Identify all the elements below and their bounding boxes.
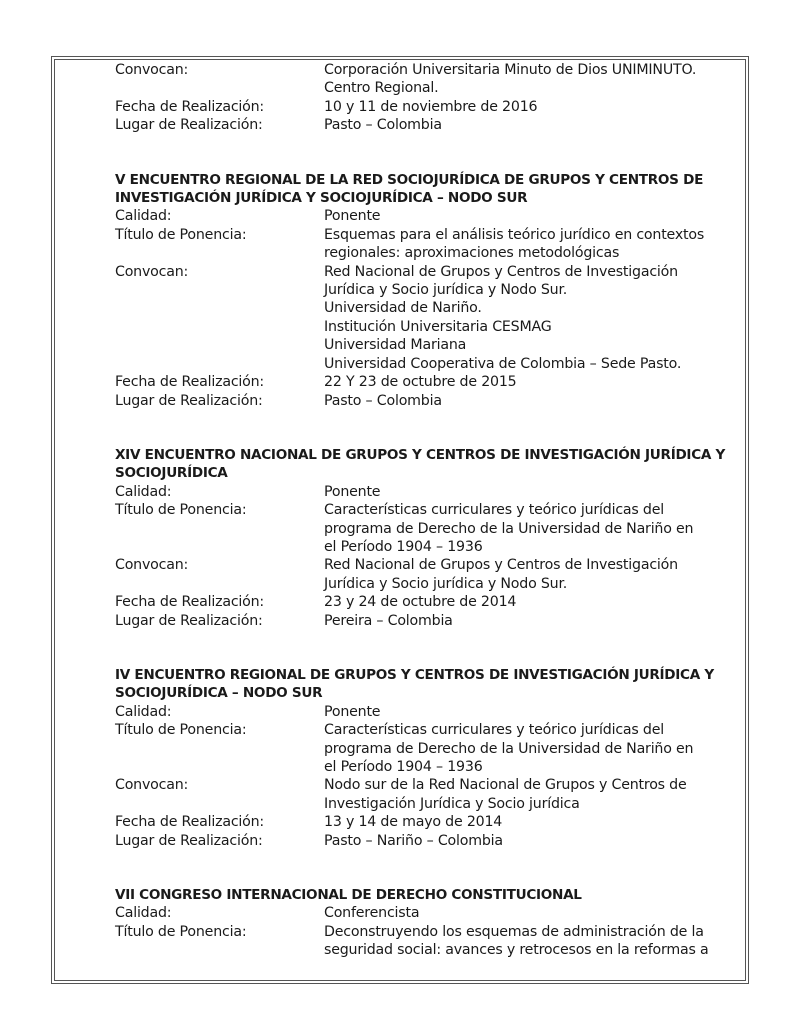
field-value-line: Red Nacional de Grupos y Centros de Investigación: [324, 263, 678, 280]
field-value-line: Ponente: [324, 483, 381, 500]
field-label: Fecha de Realización:: [115, 374, 265, 391]
section-title-line: IV ENCUENTRO REGIONAL DE GRUPOS Y CENTROS DE INVESTIGACIÓN JURÍDICA Y: [115, 666, 714, 683]
field-value: [324, 556, 745, 593]
field-value-line: seguridad social: avances y retrocesos en la reformas a: [324, 942, 709, 959]
field-label: Título de Ponencia:: [115, 226, 247, 243]
field-label: Título de Ponencia:: [115, 502, 247, 519]
field-label: Calidad:: [115, 208, 172, 225]
event-sections: [115, 171, 745, 960]
field-value: [324, 263, 745, 373]
field-value-line: 22 Y 23 de octubre de 2015: [324, 374, 517, 391]
field-value-line: el Período 1904 – 1936: [324, 538, 483, 555]
field-value: [324, 373, 745, 391]
field-value-line: Pasto – Colombia: [324, 392, 442, 409]
field-label: Calidad:: [115, 483, 172, 500]
field-row: [115, 207, 745, 225]
field-value-line: Red Nacional de Grupos y Centros de Investigación: [324, 557, 678, 574]
field-row: [115, 703, 745, 721]
section-title-line: XIV ENCUENTRO NACIONAL DE GRUPOS Y CENTROS DE INVESTIGACIÓN JURÍDICA Y: [115, 446, 726, 463]
top-block: [115, 61, 745, 135]
field-row: [115, 612, 745, 630]
field-row: [115, 593, 745, 611]
field-value: [324, 98, 745, 116]
field-value: [324, 392, 745, 410]
field-value-line: Centro Regional.: [324, 80, 439, 97]
field-value-line: Pasto – Colombia: [324, 117, 442, 134]
field-row: [115, 226, 745, 263]
field-label: Título de Ponencia:: [115, 722, 247, 739]
field-value: [324, 612, 745, 630]
field-row: [115, 392, 745, 410]
document-body: [115, 61, 745, 960]
field-label: Título de Ponencia:: [115, 923, 247, 940]
event-section: [115, 666, 745, 850]
section-title: [115, 171, 745, 208]
field-label: Calidad:: [115, 703, 172, 720]
field-row: [115, 904, 745, 922]
field-row: [115, 923, 745, 960]
field-label: Convocan:: [115, 62, 189, 78]
field-row: [115, 776, 745, 813]
field-value-line: Características curriculares y teórico jurídicas del: [324, 502, 664, 519]
field-value: [324, 832, 745, 850]
field-value-line: 23 y 24 de octubre de 2014: [324, 594, 517, 611]
field-value: [324, 813, 745, 831]
field-value-line: Nodo sur de la Red Nacional de Grupos y Centros de: [324, 777, 687, 794]
field-row: [115, 61, 745, 98]
field-value-line: Corporación Universitaria Minuto de Dios UNIMINUTO.: [324, 62, 697, 78]
section-title: [115, 446, 745, 483]
field-label: Fecha de Realización:: [115, 594, 265, 611]
field-value-line: Esquemas para el análisis teórico jurídico en contextos: [324, 226, 705, 243]
field-value-line: Jurídica y Socio jurídica y Nodo Sur.: [324, 575, 568, 592]
field-value: [324, 923, 745, 960]
field-row: [115, 832, 745, 850]
field-value-line: regionales: aproximaciones metodológicas: [324, 245, 620, 262]
field-value: [324, 116, 745, 134]
field-row: [115, 501, 745, 556]
field-label: Fecha de Realización:: [115, 98, 265, 115]
field-value-line: Características curriculares y teórico jurídicas del: [324, 722, 664, 739]
field-row: [115, 116, 745, 134]
field-value-line: Ponente: [324, 703, 381, 720]
section-title-line: INVESTIGACIÓN JURÍDICA Y SOCIOJURÍDICA – NODO SUR: [115, 190, 528, 207]
section-title-line: VII CONGRESO INTERNACIONAL DE DERECHO CONSTITUCIONAL: [115, 887, 582, 904]
field-row: [115, 483, 745, 501]
field-value-line: 13 y 14 de mayo de 2014: [324, 814, 503, 831]
field-value: [324, 593, 745, 611]
field-label: Lugar de Realización:: [115, 392, 263, 409]
field-value-line: programa de Derecho de la Universidad de Nariño en: [324, 740, 694, 757]
field-value: [324, 61, 745, 98]
event-section: [115, 171, 745, 410]
field-label: Lugar de Realización:: [115, 832, 263, 849]
field-value-line: Pereira – Colombia: [324, 612, 453, 629]
field-value-line: 10 y 11 de noviembre de 2016: [324, 98, 538, 115]
field-label: Calidad:: [115, 905, 172, 922]
section-title-line: SOCIOJURÍDICA: [115, 465, 228, 482]
section-title: [115, 666, 745, 703]
field-label: Convocan:: [115, 263, 189, 280]
field-value-line: Jurídica y Socio jurídica y Nodo Sur.: [324, 282, 568, 299]
field-value-line: Conferencista: [324, 905, 420, 922]
field-value: [324, 207, 745, 225]
field-value-line: Institución Universitaria CESMAG: [324, 318, 552, 335]
field-value-line: Universidad Cooperativa de Colombia – Sede Pasto.: [324, 355, 682, 372]
section-title-line: V ENCUENTRO REGIONAL DE LA RED SOCIOJURÍDICA DE GRUPOS Y CENTROS DE: [115, 171, 704, 188]
field-value: [324, 483, 745, 501]
field-value-line: Ponente: [324, 208, 381, 225]
field-value-line: Pasto – Nariño – Colombia: [324, 832, 503, 849]
field-row: [115, 98, 745, 116]
field-value: [324, 226, 745, 263]
field-value-line: Investigación Jurídica y Socio jurídica: [324, 795, 580, 812]
field-value-line: Universidad Mariana: [324, 337, 467, 354]
field-label: Lugar de Realización:: [115, 612, 263, 629]
field-row: [115, 373, 745, 391]
field-value: [324, 703, 745, 721]
section-title-line: SOCIOJURÍDICA – NODO SUR: [115, 685, 323, 702]
field-row: [115, 556, 745, 593]
field-value: [324, 904, 745, 922]
field-row: [115, 813, 745, 831]
field-value-line: Deconstruyendo los esquemas de administración de la: [324, 923, 704, 940]
field-label: Convocan:: [115, 557, 189, 574]
field-row: [115, 721, 745, 776]
field-value-line: el Período 1904 – 1936: [324, 759, 483, 775]
field-value-line: programa de Derecho de la Universidad de Nariño en: [324, 520, 694, 537]
field-row: [115, 263, 745, 373]
field-value: [324, 721, 745, 776]
event-section: [115, 886, 745, 960]
field-value-line: Universidad de Nariño.: [324, 300, 482, 317]
field-value: [324, 776, 745, 813]
field-label: Lugar de Realización:: [115, 117, 263, 134]
section-title: [115, 886, 745, 904]
field-label: Convocan:: [115, 777, 189, 794]
event-section: [115, 446, 745, 630]
field-label: Fecha de Realización:: [115, 814, 265, 831]
field-value: [324, 501, 745, 556]
